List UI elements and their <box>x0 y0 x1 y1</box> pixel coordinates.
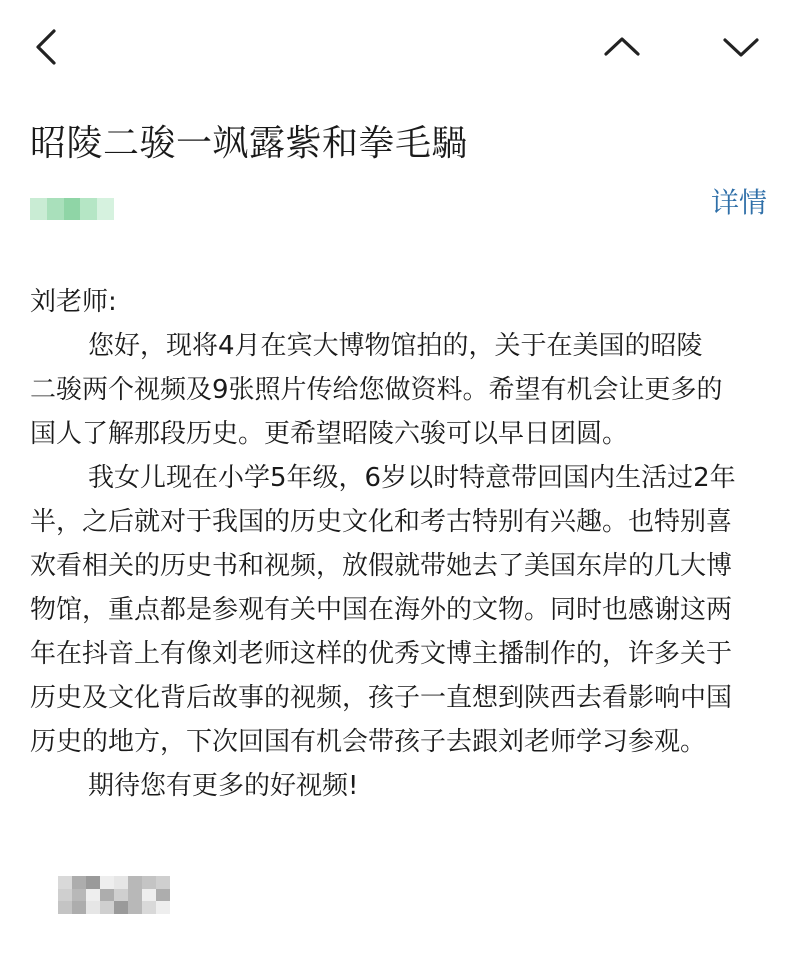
email-body <box>30 280 778 808</box>
body-line: 期待您有更多的好视频! <box>88 771 359 801</box>
blur-block <box>100 876 114 889</box>
blur-block <box>72 901 86 914</box>
blur-block <box>58 889 72 902</box>
next-email-button[interactable] <box>716 22 766 72</box>
blur-block <box>47 198 64 220</box>
blur-block <box>114 901 128 914</box>
blur-block <box>72 889 86 902</box>
blur-block <box>114 876 128 889</box>
signature-blurred <box>58 876 170 914</box>
email-greeting: 刘老师: <box>30 287 117 317</box>
body-line: 您好，现将4月在宾大博物馆拍的，关于在美国的昭陵 <box>88 331 703 361</box>
blur-block <box>114 889 128 902</box>
blur-block <box>72 876 86 889</box>
email-subject: 昭陵二骏一飒露紫和拳毛騧 <box>30 123 469 164</box>
chevron-down-icon <box>721 32 761 62</box>
blur-block <box>156 876 170 889</box>
chevron-left-icon <box>32 27 62 67</box>
blur-block <box>128 876 142 889</box>
blur-block <box>128 889 142 902</box>
body-line: 年在抖音上有像刘老师这样的优秀文博主播制作的，许多关于 <box>30 639 733 669</box>
body-line: 半，之后就对于我国的历史文化和考古特别有兴趣。也特别喜 <box>30 507 733 537</box>
body-line: 历史的地方，下次回国有机会带孩子去跟刘老师学习参观。 <box>30 727 707 757</box>
body-line: 国人了解那段历史。更希望昭陵六骏可以早日团圆。 <box>30 419 629 449</box>
blur-block <box>80 198 97 220</box>
blur-block <box>128 901 142 914</box>
blur-block <box>156 901 170 914</box>
blur-block <box>142 876 156 889</box>
blur-block <box>100 901 114 914</box>
blur-block <box>58 876 72 889</box>
blur-block <box>58 901 72 914</box>
blur-block <box>100 889 114 902</box>
blur-block <box>156 889 170 902</box>
body-line: 我女儿现在小学5年级，6岁以时特意带回国内生活过2年 <box>88 463 736 493</box>
chevron-up-icon <box>602 32 642 62</box>
details-link[interactable]: 详情 <box>711 186 768 219</box>
body-line: 二骏两个视频及9张照片传给您做资料。希望有机会让更多的 <box>30 375 723 405</box>
top-toolbar <box>0 0 800 96</box>
sender-name-blurred <box>30 198 114 220</box>
previous-email-button[interactable] <box>597 22 647 72</box>
body-line: 欢看相关的历史书和视频，放假就带她去了美国东岸的几大博 <box>30 551 733 581</box>
body-line: 历史及文化背后故事的视频，孩子一直想到陕西去看影响中国 <box>30 683 733 713</box>
blur-block <box>30 198 47 220</box>
blur-block <box>86 876 100 889</box>
blur-block <box>142 901 156 914</box>
blur-block <box>86 901 100 914</box>
blur-block <box>86 889 100 902</box>
blur-block <box>64 198 81 220</box>
blur-block <box>142 889 156 902</box>
body-line: 物馆，重点都是参观有关中国在海外的文物。同时也感谢这两 <box>30 595 733 625</box>
blur-block <box>97 198 114 220</box>
back-button[interactable] <box>22 22 72 72</box>
